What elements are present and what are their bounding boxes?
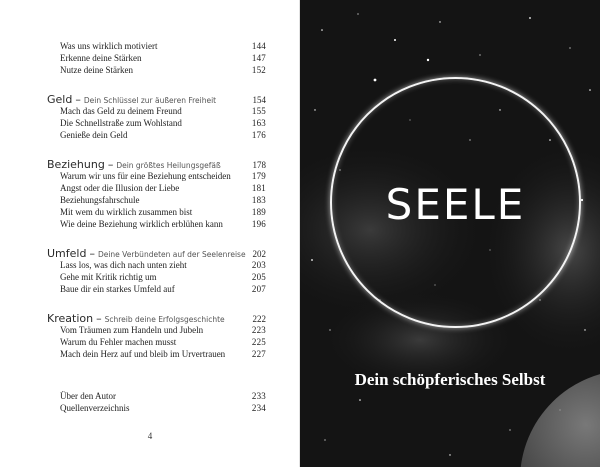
toc-entry bbox=[47, 272, 266, 284]
toc-section-geld bbox=[47, 90, 266, 142]
toc-entry bbox=[47, 284, 266, 296]
toc-section-subtitle: Deine Verbündeten auf der Seelenreise bbox=[97, 250, 246, 259]
toc-entry-title: Wie deine Beziehung wirklich erblühen kann bbox=[60, 219, 223, 229]
toc-entry-title: Genieße dein Geld bbox=[60, 130, 128, 140]
toc-section-title: Umfeld bbox=[47, 247, 87, 260]
toc-entry-title: Warum wir uns für eine Beziehung entscheiden bbox=[60, 171, 231, 181]
toc-entry-page: 155 bbox=[251, 106, 266, 116]
page-number: 4 bbox=[147, 431, 153, 441]
toc-entry-page: 234 bbox=[251, 403, 266, 413]
toc-entry-page: 203 bbox=[251, 260, 266, 270]
toc-entry-title: Quellenverzeichnis bbox=[60, 403, 130, 413]
toc-entry bbox=[47, 207, 266, 219]
toc-entry-title: Mach das Geld zu deinem Freund bbox=[60, 106, 182, 116]
toc-entry-page: 225 bbox=[251, 337, 266, 347]
toc-section-kreation bbox=[47, 309, 266, 361]
toc-entry-page: 196 bbox=[251, 219, 266, 229]
toc-entry bbox=[47, 106, 266, 118]
toc-entry-title: Nutze deine Stärken bbox=[60, 65, 133, 75]
toc-entry-title: Warum du Fehler machen musst bbox=[60, 337, 177, 347]
toc-entry bbox=[47, 171, 266, 183]
toc-entry-page: 179 bbox=[251, 171, 266, 181]
toc-entry bbox=[47, 403, 266, 415]
toc-entry bbox=[47, 41, 266, 53]
toc-section-dash: – bbox=[89, 247, 95, 260]
toc-entry-page: 227 bbox=[251, 349, 266, 359]
toc-entry bbox=[47, 349, 266, 361]
toc-entry-title: Vom Träumen zum Handeln und Jubeln bbox=[60, 325, 204, 335]
toc-section-dash: – bbox=[96, 312, 102, 325]
toc-section-title: Geld bbox=[47, 93, 73, 106]
toc-section-beziehung bbox=[47, 155, 266, 231]
toc-section-dash: – bbox=[75, 93, 81, 106]
toc-entry-page: 207 bbox=[251, 284, 266, 294]
toc-entry bbox=[47, 183, 266, 195]
toc-entry bbox=[47, 195, 266, 207]
toc-entry bbox=[47, 118, 266, 130]
toc-entry-title: Angst oder die Illusion der Liebe bbox=[60, 183, 180, 193]
toc-entry-title: Was uns wirklich motiviert bbox=[60, 41, 158, 51]
toc-entry-page: 205 bbox=[251, 272, 266, 282]
toc-section-page: 154 bbox=[252, 95, 266, 105]
toc-section-heading bbox=[47, 309, 266, 325]
toc-entry-page: 223 bbox=[251, 325, 266, 335]
toc-entry-page: 163 bbox=[251, 118, 266, 128]
cover-page bbox=[300, 0, 600, 467]
toc-entry-title: Beziehungsfahrschule bbox=[60, 195, 140, 205]
toc-entry bbox=[47, 219, 266, 231]
toc-section-page: 222 bbox=[252, 314, 266, 324]
toc-entry-title: Über den Autor bbox=[60, 391, 116, 401]
toc-entry-page: 147 bbox=[251, 53, 266, 63]
toc-section-subtitle: Dein größtes Heilungsgefäß bbox=[116, 161, 221, 170]
toc-entry bbox=[47, 325, 266, 337]
toc-entry-title: Mit wem du wirklich zusammen bist bbox=[60, 207, 193, 217]
toc-section-subtitle: Schreib deine Erfolgsgeschichte bbox=[104, 315, 225, 324]
toc-section-title: Beziehung bbox=[47, 158, 105, 171]
toc-section-title: Kreation bbox=[47, 312, 94, 325]
toc-entry-page: 183 bbox=[251, 195, 266, 205]
toc-section-page: 178 bbox=[252, 160, 266, 170]
toc-entry-page: 233 bbox=[251, 391, 266, 401]
toc-appendix bbox=[47, 391, 266, 415]
toc-entry-title: Die Schnellstraße zum Wohlstand bbox=[60, 118, 182, 128]
cover-subtitle: Dein schöpferisches Selbst bbox=[354, 370, 546, 389]
toc-entry-title: Baue dir ein starkes Umfeld auf bbox=[60, 284, 175, 294]
toc-entry bbox=[47, 65, 266, 77]
toc-entry-page: 144 bbox=[251, 41, 266, 51]
toc-entry-title: Mach dein Herz auf und bleib im Urvertrauen bbox=[60, 349, 226, 359]
toc-entry-page: 181 bbox=[251, 183, 266, 193]
toc-section-heading bbox=[47, 90, 266, 106]
toc-entry bbox=[47, 53, 266, 65]
toc-entry bbox=[47, 337, 266, 349]
toc-intro-group bbox=[47, 41, 266, 77]
toc-section-dash: – bbox=[107, 158, 114, 171]
toc-section-heading bbox=[47, 244, 266, 260]
toc-section-page: 202 bbox=[252, 249, 266, 259]
toc-entry bbox=[47, 391, 266, 403]
toc-entry-title: Lass los, was dich nach unten zieht bbox=[60, 260, 187, 270]
toc-entry-page: 152 bbox=[251, 65, 266, 75]
toc-section-subtitle: Dein Schlüssel zur äußeren Freiheit bbox=[83, 96, 217, 105]
table-of-contents bbox=[47, 41, 266, 415]
toc-entry bbox=[47, 130, 266, 142]
toc-section-heading bbox=[47, 155, 266, 171]
toc-entry-title: Erkenne deine Stärken bbox=[60, 53, 142, 63]
toc-section-umfeld bbox=[47, 244, 266, 296]
toc-entry-title: Gehe mit Kritik richtig um bbox=[60, 272, 157, 282]
cover-title: SEELE bbox=[385, 180, 526, 229]
toc-entry-page: 189 bbox=[251, 207, 266, 217]
toc-entry-page: 176 bbox=[251, 130, 266, 140]
